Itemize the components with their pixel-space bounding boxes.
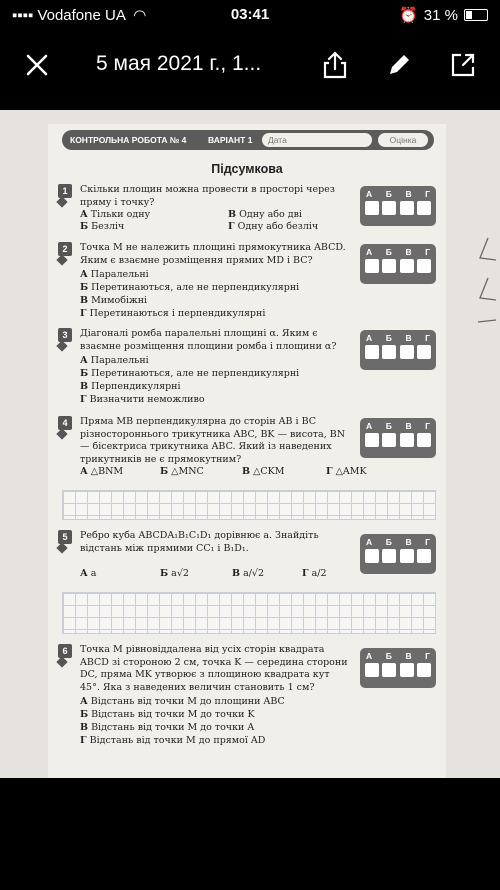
- question-text: Пряма MB перпендикулярна до сторін AB і BC різностороннього трикутника ABC, BK — висота, BN — бісектриса трикутника ABC. Який із наведених трикутників не є прямокутним?: [80, 416, 346, 465]
- option-d: Г Визначити неможливо: [80, 394, 205, 405]
- option-a: А △BNM: [80, 466, 124, 477]
- signal-icon: ▪▪▪▪: [12, 7, 38, 24]
- score-field: Оцінка: [378, 133, 428, 147]
- edit-pencil-icon[interactable]: [384, 50, 414, 80]
- question-3: [52, 328, 444, 408]
- answer-cell: [400, 549, 414, 563]
- option-b: Б Перетинаються, але не перпендикулярні: [80, 282, 300, 293]
- answer-cell: [400, 345, 414, 359]
- answer-box: А Б В Г: [360, 534, 436, 574]
- question-5: [52, 530, 444, 590]
- answer-box: А Б В Г: [360, 244, 436, 284]
- worksheet-page: [48, 124, 446, 778]
- working-grid: [62, 592, 436, 634]
- option-d: Г △AMK: [326, 466, 367, 477]
- bottom-black-area: [0, 778, 500, 890]
- diamond-marker: [56, 254, 67, 265]
- answer-cell: [382, 259, 396, 273]
- option-d: Г Відстань від точки M до прямої AD: [80, 735, 266, 746]
- share-icon[interactable]: [320, 50, 350, 80]
- option-c: В Відстань від точки M до точки A: [80, 722, 255, 733]
- question-number: 5: [58, 530, 72, 544]
- viewer-title: 5 мая 2021 г., 1...: [96, 52, 262, 75]
- answer-cell: [382, 201, 396, 215]
- battery-icon: [464, 9, 488, 21]
- viewer-top-bar: [0, 30, 500, 100]
- answer-cell: [400, 663, 414, 677]
- variant-label: ВАРІАНТ 1: [208, 135, 253, 145]
- worksheet-subtitle: Підсумкова: [211, 162, 283, 176]
- option-a: А Тільки одну: [80, 209, 151, 220]
- option-c: В △CKM: [242, 466, 285, 477]
- option-c: В Мимобіжні: [80, 295, 148, 306]
- question-6: [52, 644, 444, 764]
- answer-cell: [365, 345, 379, 359]
- option-c: В a/√2: [232, 568, 265, 579]
- answer-cell: [417, 433, 431, 447]
- option-b: Б Відстань від точки M до точки K: [80, 709, 255, 720]
- option-b: Б Безліч: [80, 221, 125, 232]
- option-d: Г Одну або безліч: [228, 221, 319, 232]
- answer-cell: [365, 663, 379, 677]
- status-bar: [0, 0, 500, 30]
- answer-cell: [365, 433, 379, 447]
- answer-cell: [417, 345, 431, 359]
- question-number: 6: [58, 644, 72, 658]
- diamond-marker: [56, 196, 67, 207]
- alarm-icon: ⏰: [399, 7, 418, 24]
- question-1: [52, 184, 444, 236]
- option-a: А a: [80, 568, 97, 579]
- question-2: [52, 242, 444, 322]
- option-a: А Паралельні: [80, 269, 149, 280]
- question-number: 4: [58, 416, 72, 430]
- clock: 03:41: [230, 6, 270, 23]
- answer-cell: [400, 201, 414, 215]
- diamond-marker: [56, 656, 67, 667]
- answer-cell: [382, 345, 396, 359]
- option-b: Б △MNC: [160, 466, 204, 477]
- wifi-icon: ◠: [133, 7, 147, 24]
- question-number: 3: [58, 328, 72, 342]
- question-4: [52, 416, 444, 486]
- open-external-icon[interactable]: [448, 50, 478, 80]
- photo-image: [0, 110, 500, 778]
- answer-box: А Б В Г: [360, 186, 436, 226]
- option-d: Г a/2: [302, 568, 327, 579]
- diamond-marker: [56, 428, 67, 439]
- option-b: Б a√2: [160, 568, 189, 579]
- answer-cell: [382, 549, 396, 563]
- question-text: Діагоналі ромба паралельні площині α. Яким є взаємне розміщення площини ромба і площини α?: [80, 328, 337, 352]
- battery-percent: 31 %: [423, 6, 458, 24]
- answer-cell: [365, 201, 379, 215]
- answer-cell: [400, 259, 414, 273]
- answer-cell: [417, 663, 431, 677]
- close-icon[interactable]: [22, 50, 52, 80]
- answer-cell: [417, 549, 431, 563]
- answer-cell: [400, 433, 414, 447]
- worksheet-header: [62, 130, 434, 150]
- status-right: [399, 6, 488, 24]
- answer-cell: [417, 259, 431, 273]
- carrier-name: Vodafone UA: [37, 7, 126, 24]
- diamond-marker: [56, 542, 67, 553]
- option-c: В Одну або дві: [228, 209, 302, 220]
- answer-cell: [365, 549, 379, 563]
- answer-box: А Б В Г: [360, 648, 436, 688]
- question-text: Точка M рівновіддалена від усіх сторін квадрата ABCD зі стороною 2 см, точка K — середина сторони DC, пряма MK утворює з площиною квадрата кут 45°. Яка з наведених величин становить 1 см?: [80, 644, 348, 693]
- answer-cell: [417, 201, 431, 215]
- option-a: А Відстань від точки M до площини ABC: [80, 696, 285, 707]
- question-number: 1: [58, 184, 72, 198]
- answer-cell: [382, 433, 396, 447]
- answer-box: А Б В Г: [360, 330, 436, 370]
- date-label: Дата: [268, 135, 287, 145]
- date-field: [262, 133, 372, 147]
- test-title: КОНТРОЛЬНА РОБОТА № 4: [70, 135, 187, 145]
- working-grid: [62, 490, 436, 520]
- question-number: 2: [58, 242, 72, 256]
- question-text: Скільки площин можна провести в просторі через пряму і точку?: [80, 184, 335, 208]
- option-c: В Перпендикулярні: [80, 381, 181, 392]
- background-scribbles: [470, 230, 500, 330]
- answer-box: А Б В Г: [360, 418, 436, 458]
- option-a: А Паралельні: [80, 355, 149, 366]
- question-text: Ребро куба ABCDA₁B₁C₁D₁ дорівнює a. Знайдіть відстань між прямими CC₁ і B₁D₁.: [80, 530, 319, 554]
- question-text: Точка M не належить площині прямокутника ABCD. Яким є взаємне розміщення прямих MD і BC?: [80, 242, 346, 266]
- answer-cell: [365, 259, 379, 273]
- option-d: Г Перетинаються і перпендикулярні: [80, 308, 266, 319]
- diamond-marker: [56, 340, 67, 351]
- option-b: Б Перетинаються, але не перпендикулярні: [80, 368, 300, 379]
- answer-cell: [382, 663, 396, 677]
